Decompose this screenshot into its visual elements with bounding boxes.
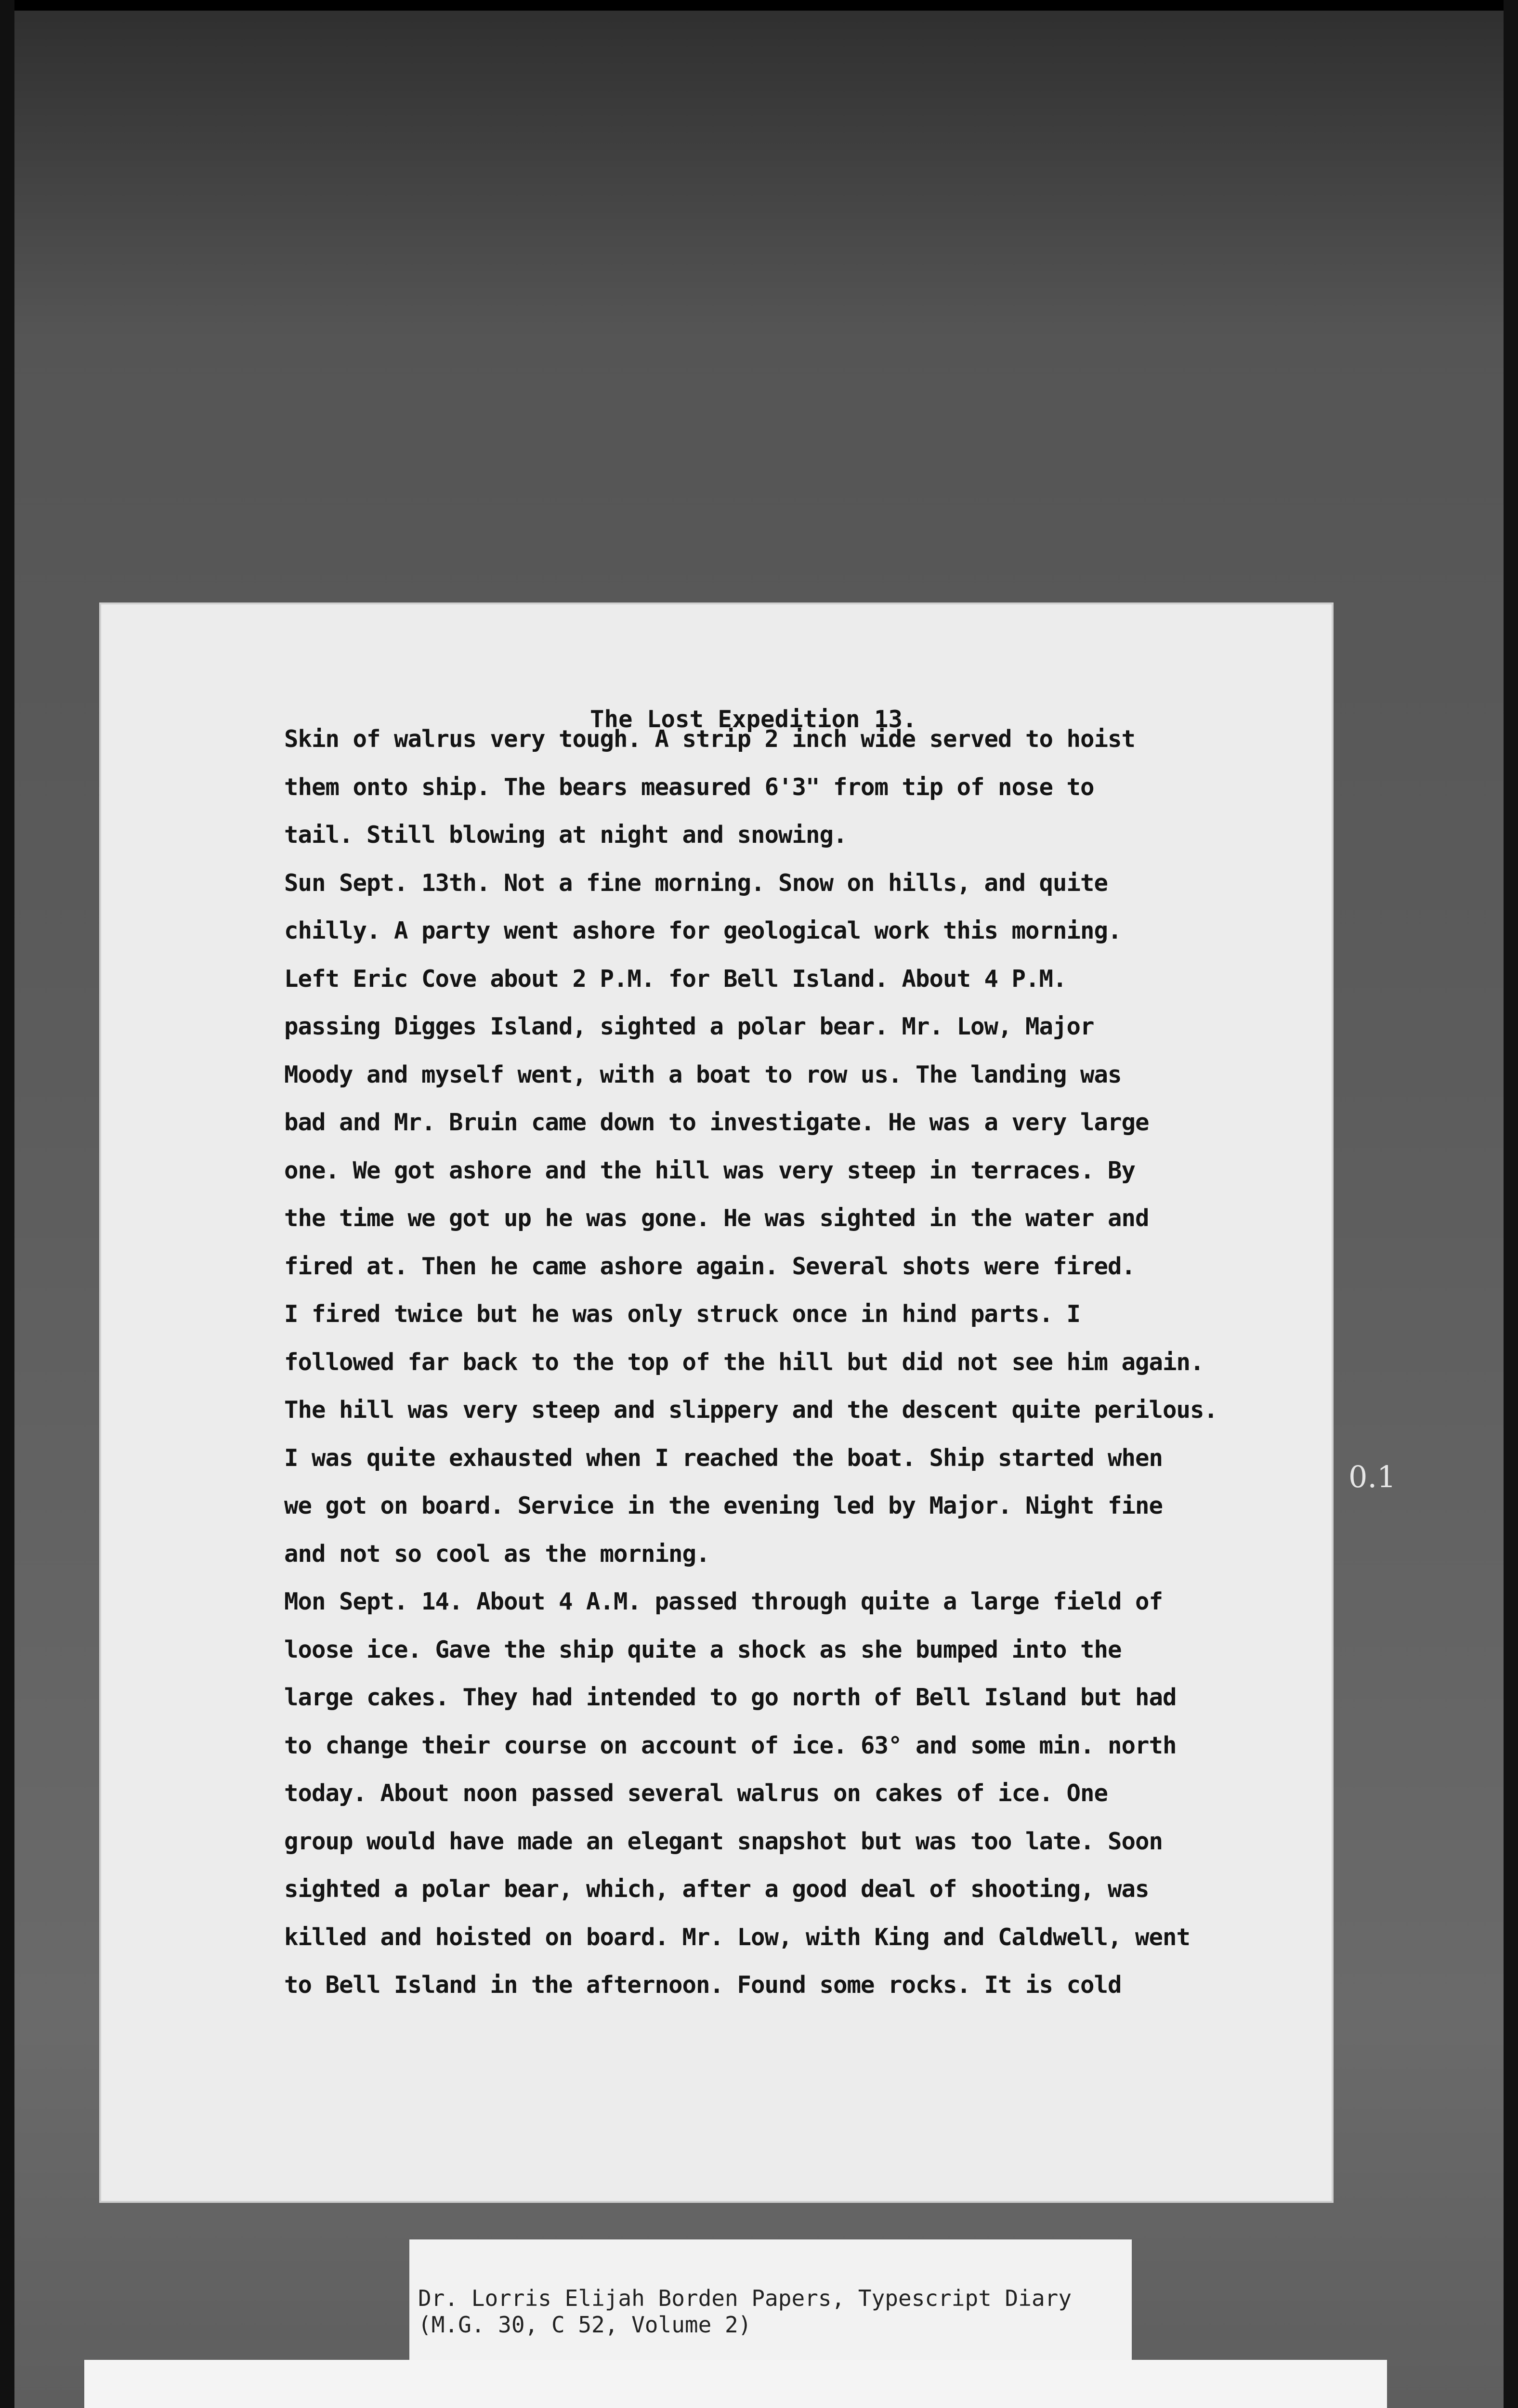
reference-label <box>409 2239 1132 2360</box>
text-line: I fired twice but he was only struck once in hind parts. I <box>284 1300 1081 1328</box>
reference-text <box>418 2285 1072 2338</box>
text-line: loose ice. Gave the ship quite a shock as she bumped into the <box>284 1636 1122 1663</box>
text-line: followed far back to the top of the hill but did not see him again. <box>284 1348 1204 1376</box>
text-line: bad and Mr. Bruin came down to investigate. He was a very large <box>284 1109 1149 1136</box>
text-line: chilly. A party went ashore for geological work this morning. <box>284 917 1122 944</box>
film-top-edge <box>0 0 1518 11</box>
page-title: The Lost Expedition 13. <box>590 706 917 733</box>
reference-line-2: (M.G. 30, C 52, Volume 2) <box>418 2312 752 2338</box>
text-line: Skin of walrus very tough. A strip 2 inch wide served to hoist <box>284 725 1136 753</box>
text-line: sighted a polar bear, which, after a good deal of shooting, was <box>284 1875 1149 1903</box>
text-line: killed and hoisted on board. Mr. Low, with King and Caldwell, went <box>284 1923 1191 1951</box>
text-line: Left Eric Cove about 2 P.M. for Bell Island. About 4 P.M. <box>284 965 1067 993</box>
reference-line-1: Dr. Lorris Elijah Borden Papers, Typescript Diary <box>418 2285 1072 2311</box>
text-line: to change their course on account of ice. 63° and some min. north <box>284 1731 1177 1759</box>
text-line: passing Digges Island, sighted a polar bear. Mr. Low, Major <box>284 1013 1094 1040</box>
text-line: Moody and myself went, with a boat to row us. The landing was <box>284 1060 1122 1088</box>
text-line: The hill was very steep and slippery and the descent quite perilous. <box>284 1396 1218 1424</box>
text-line: Sun Sept. 13th. Not a fine morning. Snow on hills, and quite <box>284 869 1108 897</box>
text-line: them onto ship. The bears measured 6'3" from tip of nose to <box>284 773 1094 801</box>
text-line: to Bell Island in the afternoon. Found some rocks. It is cold <box>284 1971 1122 1999</box>
text-line: we got on board. Service in the evening led by Major. Night fine <box>284 1492 1163 1519</box>
archives-card <box>84 2360 1387 2408</box>
film-left-edge <box>0 0 14 2408</box>
text-line: one. We got ashore and the hill was very steep in terraces. By <box>284 1156 1136 1184</box>
text-line: group would have made an elegant snapshot but was too late. Soon <box>284 1827 1163 1855</box>
film-right-edge <box>1504 0 1518 2408</box>
diary-text <box>284 715 1320 2009</box>
text-line: I was quite exhausted when I reached the boat. Ship started when <box>284 1444 1163 1472</box>
typescript-page <box>101 604 1332 2201</box>
text-line: the time we got up he was gone. He was sighted in the water and <box>284 1204 1149 1232</box>
text-line: Mon Sept. 14. About 4 A.M. passed through quite a large field of <box>284 1588 1163 1615</box>
text-line: large cakes. They had intended to go north of Bell Island but had <box>284 1684 1177 1711</box>
text-line: and not so cool as the morning. <box>284 1540 710 1568</box>
text-line: today. About noon passed several walrus on cakes of ice. One <box>284 1780 1108 1807</box>
margin-mark: 0.1 <box>1348 1459 1396 1494</box>
text-line: tail. Still blowing at night and snowing. <box>284 821 847 849</box>
text-line: fired at. Then he came ashore again. Several shots were fired. <box>284 1252 1136 1280</box>
